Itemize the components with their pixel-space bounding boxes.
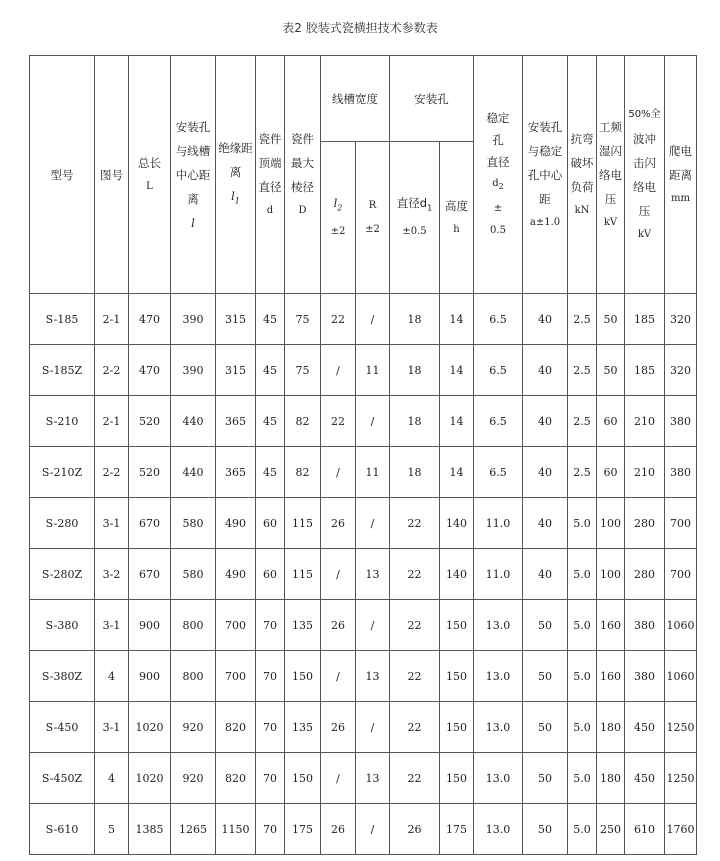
header-mounting-hole: 安装孔	[390, 56, 474, 142]
table-cell: 670	[129, 498, 171, 549]
table-cell: 135	[285, 702, 321, 753]
table-cell: /	[321, 345, 356, 396]
table-cell: 140	[440, 498, 474, 549]
table-cell: 22	[390, 600, 440, 651]
table-cell: 210	[625, 447, 665, 498]
table-cell: 115	[285, 498, 321, 549]
table-cell: 920	[171, 702, 216, 753]
table-cell: 40	[523, 549, 568, 600]
table-cell: 13.0	[474, 651, 523, 702]
table-cell: 50	[597, 345, 625, 396]
table-cell: /	[356, 600, 390, 651]
table-cell: 580	[171, 498, 216, 549]
table-row	[30, 396, 697, 447]
cell-model: S-450Z	[30, 753, 95, 804]
table-cell: 18	[390, 396, 440, 447]
table-cell: 60	[256, 549, 285, 600]
table-cell: 3-1	[95, 600, 129, 651]
table-cell: 5.0	[568, 804, 597, 855]
table-cell: 700	[216, 651, 256, 702]
table-cell: 4	[95, 651, 129, 702]
table-cell: 380	[665, 396, 697, 447]
table-cell: 520	[129, 447, 171, 498]
table-cell: 150	[440, 753, 474, 804]
header-creepage: 爬电 距离 mm	[665, 56, 697, 294]
table-cell: 1060	[665, 651, 697, 702]
table-cell: 820	[216, 702, 256, 753]
table-cell: 1250	[665, 702, 697, 753]
table-cell: 700	[665, 498, 697, 549]
table-cell: 470	[129, 294, 171, 345]
table-cell: 13.0	[474, 804, 523, 855]
table-cell: 280	[625, 498, 665, 549]
header-hole-to-groove: 安装孔 与线槽 中心距 离 l	[171, 56, 216, 294]
table-cell: 14	[440, 396, 474, 447]
table-cell: 5.0	[568, 498, 597, 549]
table-cell: 670	[129, 549, 171, 600]
table-cell: 900	[129, 651, 171, 702]
table-cell: 1020	[129, 753, 171, 804]
table-cell: 60	[256, 498, 285, 549]
header-total-length: 总长 L	[129, 56, 171, 294]
header-bending-load: 抗弯 破坏 负荷 kN	[568, 56, 597, 294]
table-cell: 380	[665, 447, 697, 498]
table-cell: 1760	[665, 804, 697, 855]
table-cell: 160	[597, 600, 625, 651]
table-cell: 45	[256, 396, 285, 447]
header-stable-hole: 稳定 孔 直径 $d_2$ ± 0.5	[474, 56, 523, 294]
cell-model: S-380	[30, 600, 95, 651]
table-cell: 2.5	[568, 294, 597, 345]
table-cell: 380	[625, 651, 665, 702]
table-cell: /	[356, 294, 390, 345]
table-cell: 5.0	[568, 702, 597, 753]
cell-model: S-210	[30, 396, 95, 447]
table-cell: 210	[625, 396, 665, 447]
table-cell: 40	[523, 447, 568, 498]
table-row	[30, 345, 697, 396]
table-cell: 60	[597, 396, 625, 447]
table-row	[30, 549, 697, 600]
table-cell: 365	[216, 396, 256, 447]
table-cell: 45	[256, 294, 285, 345]
table-cell: 1150	[216, 804, 256, 855]
table-cell: 22	[390, 702, 440, 753]
header-model: 型号	[30, 56, 95, 294]
table-cell: 45	[256, 345, 285, 396]
table-cell: 75	[285, 345, 321, 396]
table-cell: 280	[625, 549, 665, 600]
table-cell: 50	[597, 294, 625, 345]
table-cell: 175	[285, 804, 321, 855]
table-cell: 13.0	[474, 702, 523, 753]
table-cell: /	[321, 447, 356, 498]
table-cell: 40	[523, 294, 568, 345]
table-cell: 13	[356, 549, 390, 600]
table-cell: 2.5	[568, 345, 597, 396]
table-cell: 14	[440, 294, 474, 345]
table-cell: 150	[285, 651, 321, 702]
table-cell: 700	[216, 600, 256, 651]
table-cell: 70	[256, 702, 285, 753]
table-cell: 50	[523, 804, 568, 855]
header-porcelain-top-dia: 瓷件 顶端 直径 d	[256, 56, 285, 294]
table-cell: 5.0	[568, 549, 597, 600]
table-cell: 520	[129, 396, 171, 447]
table-cell: 2-2	[95, 345, 129, 396]
header-figure: 图号	[95, 56, 129, 294]
table-cell: 26	[321, 804, 356, 855]
table-cell: 22	[390, 651, 440, 702]
table-cell: 18	[390, 294, 440, 345]
cell-model: S-450	[30, 702, 95, 753]
table-cell: 5.0	[568, 651, 597, 702]
table-cell: 22	[390, 498, 440, 549]
table-cell: 100	[597, 498, 625, 549]
table-cell: 26	[321, 498, 356, 549]
table-cell: 40	[523, 498, 568, 549]
table-cell: /	[356, 498, 390, 549]
table-cell: 14	[440, 447, 474, 498]
table-cell: 40	[523, 396, 568, 447]
table-cell: 11	[356, 447, 390, 498]
table-cell: 150	[440, 702, 474, 753]
table-cell: 3-1	[95, 498, 129, 549]
table-cell: 315	[216, 294, 256, 345]
table-cell: 3-1	[95, 702, 129, 753]
table-cell: 1060	[665, 600, 697, 651]
table-cell: 22	[321, 396, 356, 447]
table-cell: 70	[256, 804, 285, 855]
table-cell: 11.0	[474, 549, 523, 600]
header-hole-height: 高度 h	[440, 142, 474, 294]
table-cell: 13.0	[474, 753, 523, 804]
header-power-freq-voltage: 工频 湿闪 络电 压 kV	[597, 56, 625, 294]
table-cell: 11	[356, 345, 390, 396]
table-cell: 50	[523, 702, 568, 753]
header-hole-dia: 直径$d_1$ ±0.5	[390, 142, 440, 294]
table-cell: 75	[285, 294, 321, 345]
table-cell: 450	[625, 702, 665, 753]
table-cell: 390	[171, 345, 216, 396]
table-cell: 13	[356, 753, 390, 804]
table-cell: /	[321, 549, 356, 600]
table-row	[30, 447, 697, 498]
table-cell: /	[356, 702, 390, 753]
table-caption: 表2 胶装式瓷横担技术参数表	[282, 21, 438, 35]
table-cell: 150	[440, 651, 474, 702]
table-cell: 22	[390, 753, 440, 804]
table-cell: 2-1	[95, 396, 129, 447]
header-porcelain-max-dia: 瓷件 最大 棱径 D	[285, 56, 321, 294]
table-row	[30, 702, 697, 753]
header-groove-r: R ±2	[356, 142, 390, 294]
table-cell: 440	[171, 447, 216, 498]
table-cell: 490	[216, 498, 256, 549]
table-cell: 820	[216, 753, 256, 804]
table-cell: 180	[597, 753, 625, 804]
header-groove-width: 线槽宽度	[321, 56, 390, 142]
table-cell: 470	[129, 345, 171, 396]
table-row	[30, 294, 697, 345]
cell-model: S-185Z	[30, 345, 95, 396]
table-cell: 450	[625, 753, 665, 804]
table-cell: /	[321, 753, 356, 804]
table-cell: /	[356, 804, 390, 855]
table-cell: 440	[171, 396, 216, 447]
cell-model: S-185	[30, 294, 95, 345]
cell-model: S-610	[30, 804, 95, 855]
table-cell: 140	[440, 549, 474, 600]
table-cell: /	[321, 651, 356, 702]
table-cell: 180	[597, 702, 625, 753]
cell-model: S-280	[30, 498, 95, 549]
table-cell: 800	[171, 600, 216, 651]
table-cell: 490	[216, 549, 256, 600]
cell-model: S-280Z	[30, 549, 95, 600]
table-cell: 13	[356, 651, 390, 702]
table-cell: 610	[625, 804, 665, 855]
table-cell: 250	[597, 804, 625, 855]
table-cell: 70	[256, 600, 285, 651]
table-cell: 40	[523, 345, 568, 396]
table-cell: 3-2	[95, 549, 129, 600]
header-groove-l2: $l_2$ ±2	[321, 142, 356, 294]
table-body	[30, 294, 697, 855]
table-cell: 18	[390, 447, 440, 498]
table-cell: 50	[523, 651, 568, 702]
table-row	[30, 651, 697, 702]
table-cell: 60	[597, 447, 625, 498]
table-cell: 2-2	[95, 447, 129, 498]
table-cell: 100	[597, 549, 625, 600]
table-cell: 320	[665, 294, 697, 345]
table-cell: 1020	[129, 702, 171, 753]
table-cell: 70	[256, 753, 285, 804]
table-row	[30, 600, 697, 651]
table-cell: 2.5	[568, 396, 597, 447]
table-cell: 135	[285, 600, 321, 651]
table-cell: 185	[625, 294, 665, 345]
cell-model: S-210Z	[30, 447, 95, 498]
table-cell: 5	[95, 804, 129, 855]
table-cell: 26	[321, 702, 356, 753]
table-cell: 6.5	[474, 396, 523, 447]
table-cell: 380	[625, 600, 665, 651]
table-cell: 2.5	[568, 447, 597, 498]
table-row	[30, 753, 697, 804]
table-cell: 1385	[129, 804, 171, 855]
header-insulation-distance: 绝缘距 离 $l_1$	[216, 56, 256, 294]
table-cell: 185	[625, 345, 665, 396]
table-cell: 700	[665, 549, 697, 600]
table-cell: 11.0	[474, 498, 523, 549]
table-cell: 82	[285, 447, 321, 498]
table-cell: 50	[523, 600, 568, 651]
table-cell: 26	[390, 804, 440, 855]
table-cell: 6.5	[474, 447, 523, 498]
table-cell: 150	[285, 753, 321, 804]
cell-model: S-380Z	[30, 651, 95, 702]
table-cell: 6.5	[474, 345, 523, 396]
table-cell: 6.5	[474, 294, 523, 345]
table-cell: 365	[216, 447, 256, 498]
table-cell: 22	[390, 549, 440, 600]
table-cell: 160	[597, 651, 625, 702]
table-cell: 2-1	[95, 294, 129, 345]
table-cell: 315	[216, 345, 256, 396]
table-cell: 45	[256, 447, 285, 498]
table-cell: 50	[523, 753, 568, 804]
table-cell: 580	[171, 549, 216, 600]
table-cell: 900	[129, 600, 171, 651]
header-impulse-voltage: 50%全 波冲 击闪 络电 压 kV	[625, 56, 665, 294]
table-cell: 18	[390, 345, 440, 396]
table-cell: 150	[440, 600, 474, 651]
table-cell: 4	[95, 753, 129, 804]
table-cell: 920	[171, 753, 216, 804]
spec-table	[29, 55, 697, 855]
table-cell: 22	[321, 294, 356, 345]
table-cell: 5.0	[568, 600, 597, 651]
table-cell: 390	[171, 294, 216, 345]
table-cell: 5.0	[568, 753, 597, 804]
table-cell: 14	[440, 345, 474, 396]
table-cell: 175	[440, 804, 474, 855]
table-row	[30, 498, 697, 549]
table-cell: 800	[171, 651, 216, 702]
table-cell: 115	[285, 549, 321, 600]
table-cell: 13.0	[474, 600, 523, 651]
table-cell: 320	[665, 345, 697, 396]
table-row	[30, 804, 697, 855]
header-hole-to-stable: 安装孔 与稳定 孔中心 距 a±1.0	[523, 56, 568, 294]
table-cell: 70	[256, 651, 285, 702]
table-cell: /	[356, 396, 390, 447]
table-cell: 26	[321, 600, 356, 651]
table-cell: 1265	[171, 804, 216, 855]
table-cell: 82	[285, 396, 321, 447]
table-cell: 1250	[665, 753, 697, 804]
